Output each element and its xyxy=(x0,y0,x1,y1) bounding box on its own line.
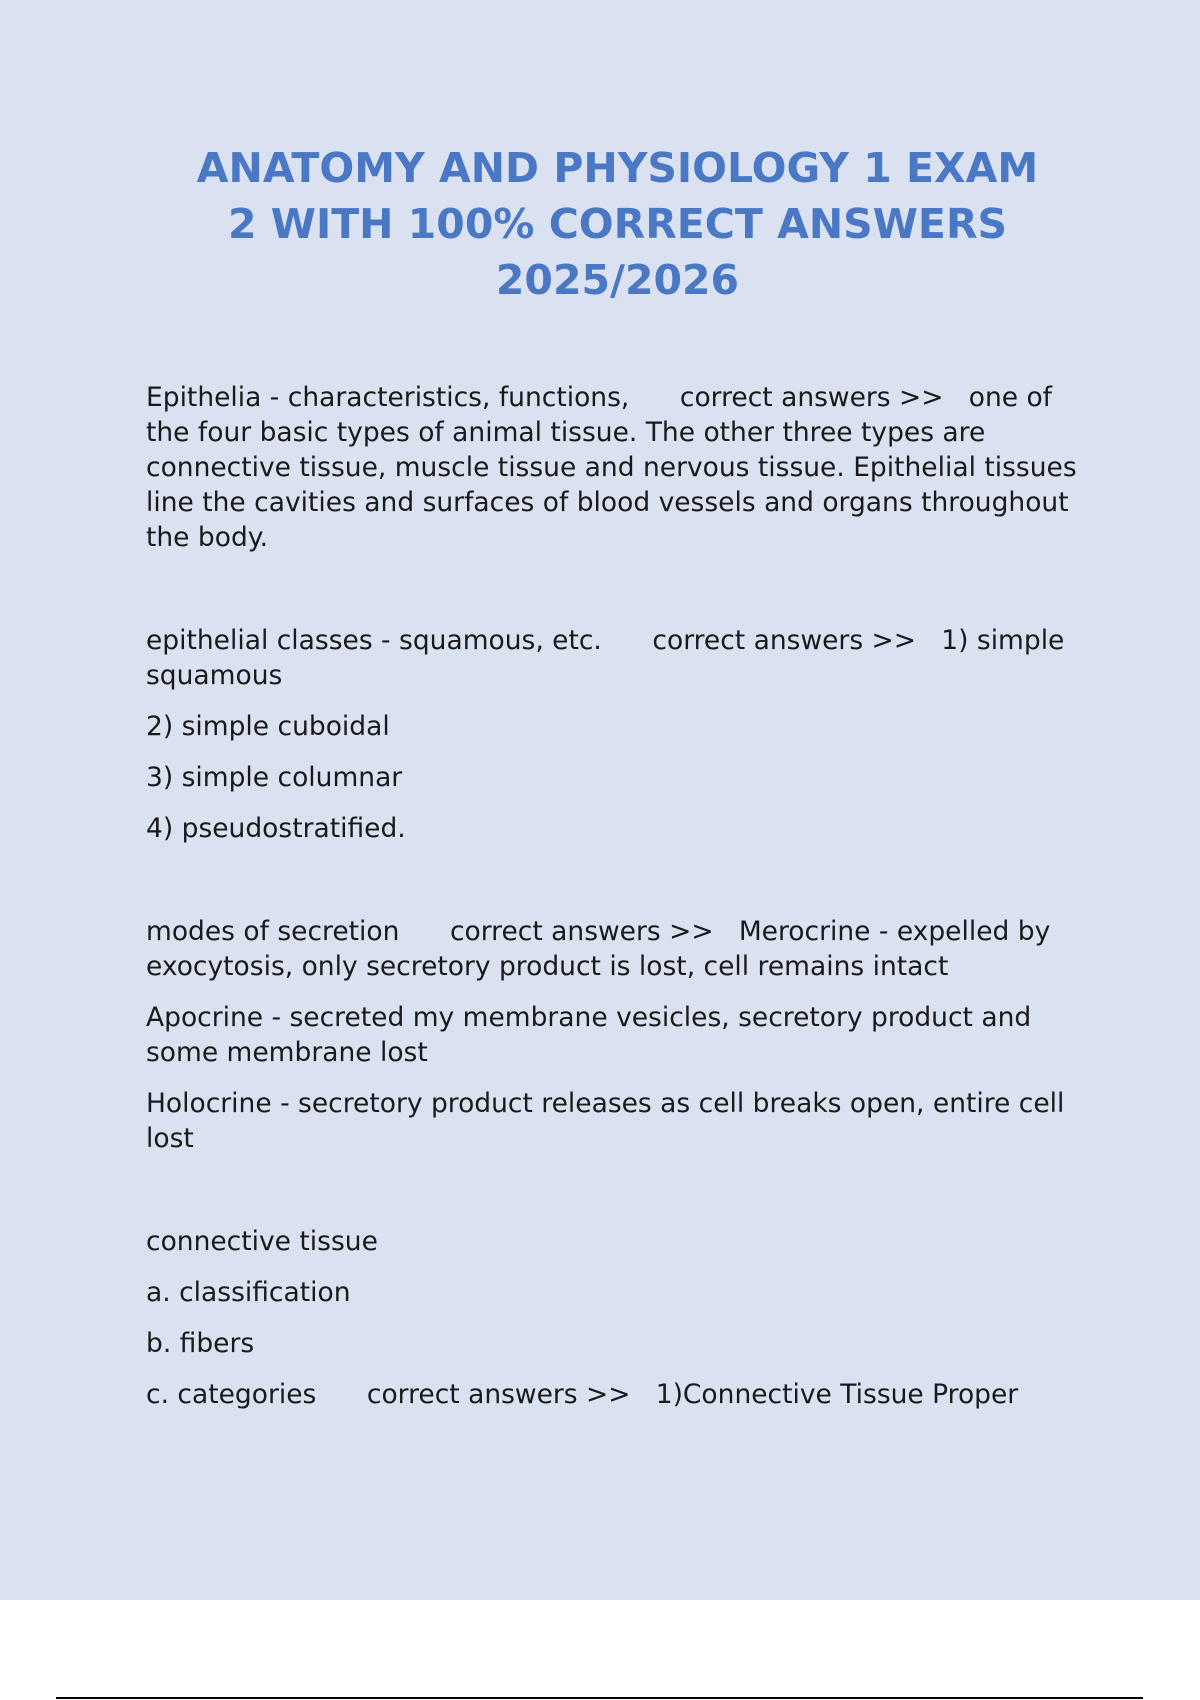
question-line: a. classification xyxy=(146,1277,351,1308)
answer-line: 4) pseudostratified. xyxy=(146,813,406,844)
answer-line: 2) simple cuboidal xyxy=(146,711,390,742)
question-text: modes of secretion xyxy=(146,916,400,947)
answer-marker: correct answers >> xyxy=(449,916,714,947)
answer-marker: correct answers >> xyxy=(366,1379,631,1410)
answer-line: Apocrine - secreted my membrane vesicles, secretory product and some membrane lost xyxy=(146,1002,1032,1068)
answer-marker: correct answers >> xyxy=(652,625,916,656)
answer-text: 1)Connective Tissue Proper xyxy=(655,1379,1019,1410)
flashcard xyxy=(146,380,1086,555)
flashcard-line xyxy=(146,623,1086,693)
flashcard-line xyxy=(146,914,1086,984)
question-line: connective tissue xyxy=(146,1226,378,1257)
question-text: c. categories xyxy=(146,1379,317,1410)
flashcard-list xyxy=(146,380,1086,1412)
answer-marker: correct answers >> xyxy=(679,382,944,413)
answer-line: Holocrine - secretory product releases as cell breaks open, entire cell lost xyxy=(146,1088,1065,1154)
flashcard xyxy=(146,1224,1086,1412)
flashcard xyxy=(146,623,1086,846)
answer-line: 3) simple columnar xyxy=(146,762,403,793)
title-line: 2025/2026 xyxy=(495,256,740,304)
answer-text: 1) simple squamous xyxy=(146,625,1065,691)
answer-text: Merocrine - expelled by exocytosis, only secretory product is lost, cell remains intact xyxy=(146,916,1051,982)
title-line: 2 WITH 100% CORRECT ANSWERS xyxy=(227,200,1008,248)
answer-text: one of the four basic types of animal tissue. The other three types are connective tissue, muscle tissue and nervous tissue. Epithelial tissues line the cavities and surfaces of blood vessels and organs throughout the body. xyxy=(146,382,1077,553)
document-title xyxy=(130,140,1105,308)
question-text: epithelial classes - squamous, etc. xyxy=(146,625,602,656)
flashcard-line xyxy=(146,380,1086,555)
question-line: b. fibers xyxy=(146,1328,255,1359)
footer-divider xyxy=(56,1697,1143,1699)
flashcard-line xyxy=(146,1377,1086,1412)
flashcard xyxy=(146,914,1086,1156)
question-text: Epithelia - characteristics, functions, xyxy=(146,382,630,413)
title-line: ANATOMY AND PHYSIOLOGY 1 EXAM xyxy=(196,144,1039,192)
